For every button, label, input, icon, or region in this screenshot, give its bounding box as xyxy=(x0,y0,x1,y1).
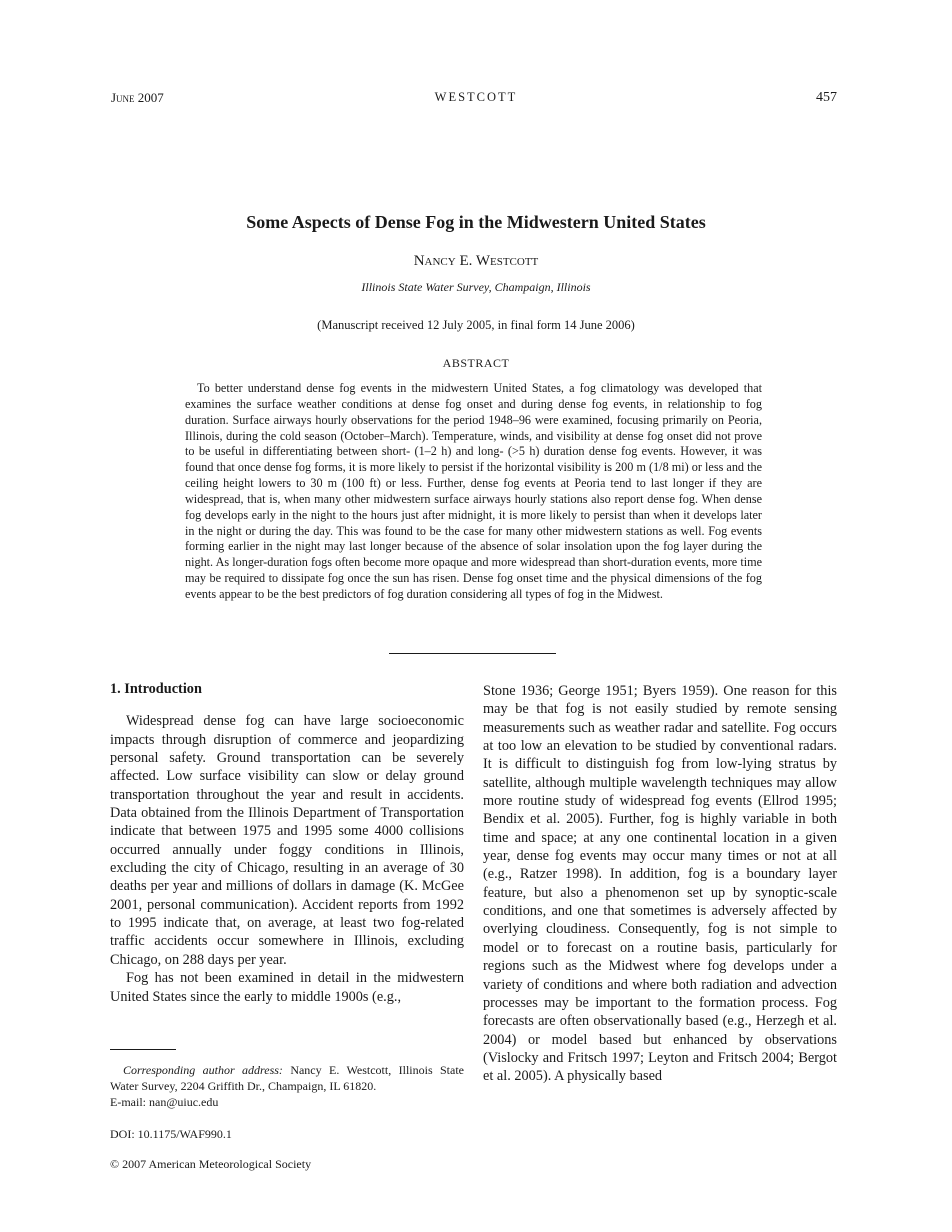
footnote-rule xyxy=(110,1049,176,1050)
intro-paragraph-2: Fog has not been examined in detail in the midwestern United States since the early to middle 1900s (e.g., xyxy=(110,970,464,1005)
copyright: © 2007 American Meteorological Society xyxy=(110,1157,312,1171)
paper-title: Some Aspects of Dense Fog in the Midwestern United States xyxy=(246,212,706,232)
abstract-divider xyxy=(389,653,556,654)
footnote xyxy=(110,1063,464,1111)
intro-paragraph-continued: Stone 1936; George 1951; Byers 1959). One reason for this may be that fog is not easily studied by remote sensing measurements such as weather radar and satellite. Fog occurs at too low an elevation to be studied by conventional radars. It is difficult to distinguish fog from low-lying stratus by satellite, although multiple wavelength techniques may allow more routine study of widespread fog events (Ellrod 1995; Bendix et al. 2005). Further, fog is highly variable in both time and space; at any one continental location in a given year, dense fog events may occur many times or not at all (e.g., Ratzer 1998). In addition, fog is a boundary layer feature, but also a phenomenon set up by synoptic-scale conditions, and one that sometimes is adversely affected by overlying cloudiness. Consequently, fog is not simple to model or to forecast on a routine basis, particularly for regions such as the Midwest where fog develops under a variety of conditions and where both radiation and advection processes may be important to the formation process. Fog forecasts are often observationally based (e.g., Herzegh et al. 2004) or model based but enhanced by observations (Vislocky and Fritsch 1997; Leyton and Fritsch 2004; Bergot et al. 2005). A physically based xyxy=(483,683,837,1085)
author-name: Nancy E. Westcott xyxy=(413,253,539,269)
doi: DOI: 10.1175/WAF990.1 xyxy=(110,1127,232,1141)
footnote-address: Nancy E. Westcott, Illinois State Water Survey, 2204 Griffith Dr., Champaign, IL 61820. xyxy=(110,1063,465,1093)
footnote-email: E-mail: nan@uiuc.edu xyxy=(110,1094,219,1109)
running-head-date: June 2007 xyxy=(111,90,164,105)
author-affiliation: Illinois State Water Survey, Champaign, Illinois xyxy=(361,280,591,294)
page-number: 457 xyxy=(816,90,837,105)
abstract-heading: ABSTRACT xyxy=(442,356,510,370)
footnote-label: Corresponding author address: xyxy=(123,1063,283,1077)
manuscript-received: (Manuscript received 12 July 2005, in final form 14 June 2006) xyxy=(317,318,635,332)
left-column xyxy=(110,680,464,1006)
running-head-author: WESTCOTT xyxy=(434,90,518,104)
abstract-text: To better understand dense fog events in the midwestern United States, a fog climatology was developed that examines the surface weather conditions at dense fog onset and during dense fog events, in relationship to fog duration. Surface airways hourly observations for the period 1948–96 were examined, focusing primarily on Peoria, Illinois, during the cold season (October–March). Temperature, winds, and visibility at dense fog onset did not prove to be useful in differentiating between short- (1–2 h) and long- (>5 h) duration dense fog events. However, it was found that once dense fog forms, it is more likely to persist if the horizontal visibility is 200 m (1/8 mi) or less and the ceiling height lowers to 30 m (100 ft) or less. Further, dense fog events at Peoria tend to last longer if they are widespread, that is, when many other midwestern surface airways hourly stations also report dense fog. When dense fog develops early in the night to the hours just after midnight, it is more likely to persist than when it develops later in the night or during the day. This was found to be the case for many other midwestern stations as well. Fog events forming earlier in the night may last longer because of the absence of solar insolation upon the fog layer during the night. As longer-duration fogs often become more opaque and more widespread than short-duration events, more time may be required to dissipate fog once the sun has risen. Dense fog onset time and the physical dimensions of the fog events appear to be the best predictors of fog duration considering all types of fog in the Midwest. xyxy=(185,381,762,601)
section-heading: 1. Introduction xyxy=(110,681,202,697)
right-column xyxy=(483,682,837,1086)
intro-paragraph-1: Widespread dense fog can have large socioeconomic impacts through disruption of commerce and jeopardizing personal safety. Ground transportation can be severely affected. Low surface visibility can slow or delay ground transportation throughout the year and result in accidents. Data obtained from the Illinois Department of Transportation indicate that between 1975 and 1995 some 4000 collisions occurred annually under foggy conditions in Illinois, excluding the city of Chicago, resulting in an average of 30 deaths per year and millions of dollars in damage (K. McGee 2001, personal communication). Accident reports from 1992 to 1995 indicate that, on average, at least two fog-related traffic accidents occur somewhere in Illinois, excluding Chicago, on 288 days per year. xyxy=(110,713,464,968)
